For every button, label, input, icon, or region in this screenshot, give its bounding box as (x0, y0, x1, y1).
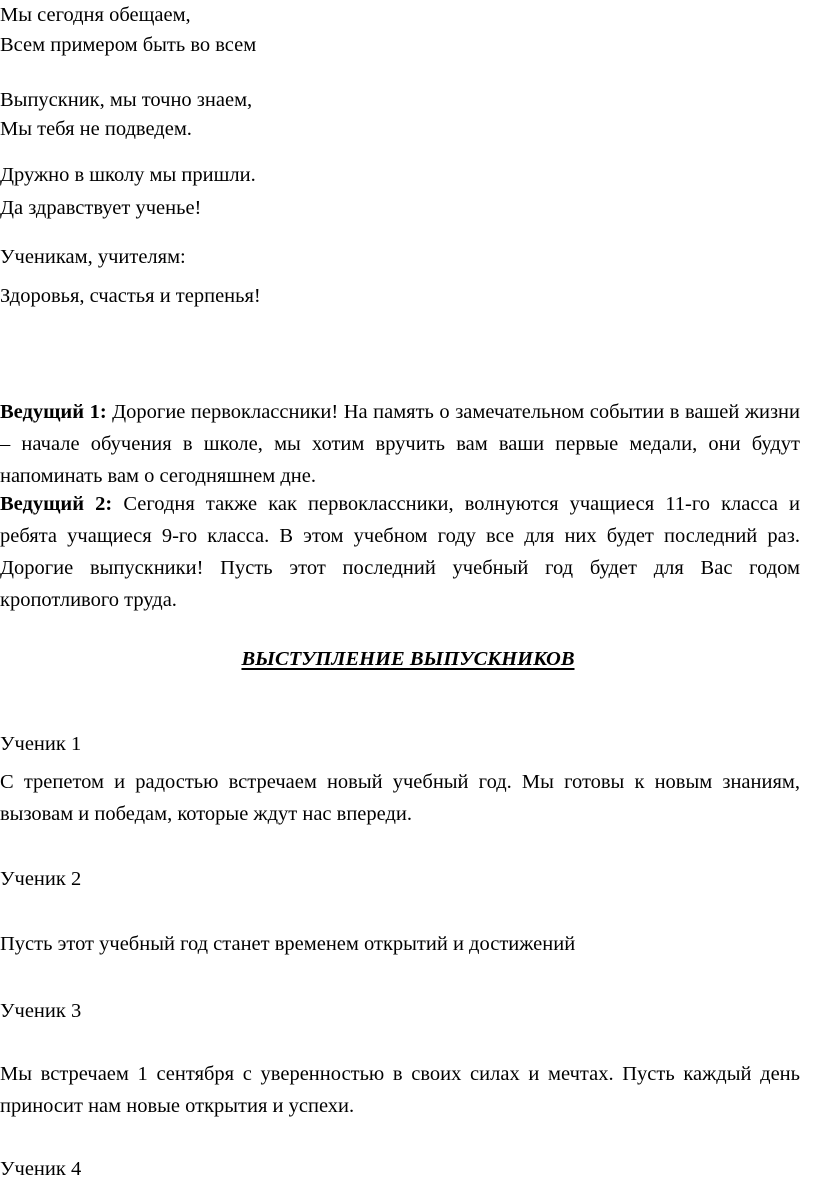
student-2-name: Ученик 2 (0, 868, 82, 890)
host-1-text: Дорогие первоклассники! На память о замечательном событии в вашей жизни – начале обучения в школе, мы хотим вручить вам ваши первые медали, они будут напоминать вам о сегодняшнем дне. (0, 401, 800, 487)
poem-line-4: Мы тебя не подведем. (0, 118, 192, 140)
poem-line-3: Выпускник, мы точно знаем, (0, 89, 253, 111)
poem-line-8: Здоровья, счастья и терпенья! (0, 285, 261, 307)
poem-line-2: Всем примером быть во всем (0, 34, 257, 56)
student-4-name: Ученик 4 (0, 1158, 82, 1180)
poem-line-1: Мы сегодня обещаем, (0, 4, 191, 26)
student-1-text: С трепетом и радостью встречаем новый учебный год. Мы готовы к новым знаниям, вызовам и победам, которые ждут нас впереди. (0, 771, 800, 825)
student-2-text: Пусть этот учебный год станет временем открытий и достижений (0, 933, 576, 955)
host-2-speaker: Ведущий 2: (0, 493, 113, 515)
poem-line-5: Дружно в школу мы пришли. (0, 164, 256, 186)
poem-line-7: Ученикам, учителям: (0, 246, 186, 268)
student-1-name: Ученик 1 (0, 733, 82, 755)
host-2-text: Сегодня также как первоклассники, волнуются учащиеся 11-го класса и ребята учащиеся 9-го класса. В этом учебном году все для них будет последний раз. Дорогие выпускники! Пусть этот последний учебный год будет для Вас годом кропотливого труда. (0, 493, 801, 611)
section-title: ВЫСТУПЛЕНИЕ ВЫПУСКНИКОВ (241, 648, 575, 670)
student-3-name: Ученик 3 (0, 1000, 82, 1022)
poem-line-6: Да здравствует ученье! (0, 197, 202, 219)
host-1-paragraph (0, 396, 800, 492)
host-2-paragraph (0, 488, 800, 616)
student-3-text: Мы встречаем 1 сентября с уверенностью в своих силах и мечтах. Пусть каждый день приносит нам новые открытия и успехи. (0, 1063, 800, 1117)
host-1-speaker: Ведущий 1: (0, 401, 107, 423)
